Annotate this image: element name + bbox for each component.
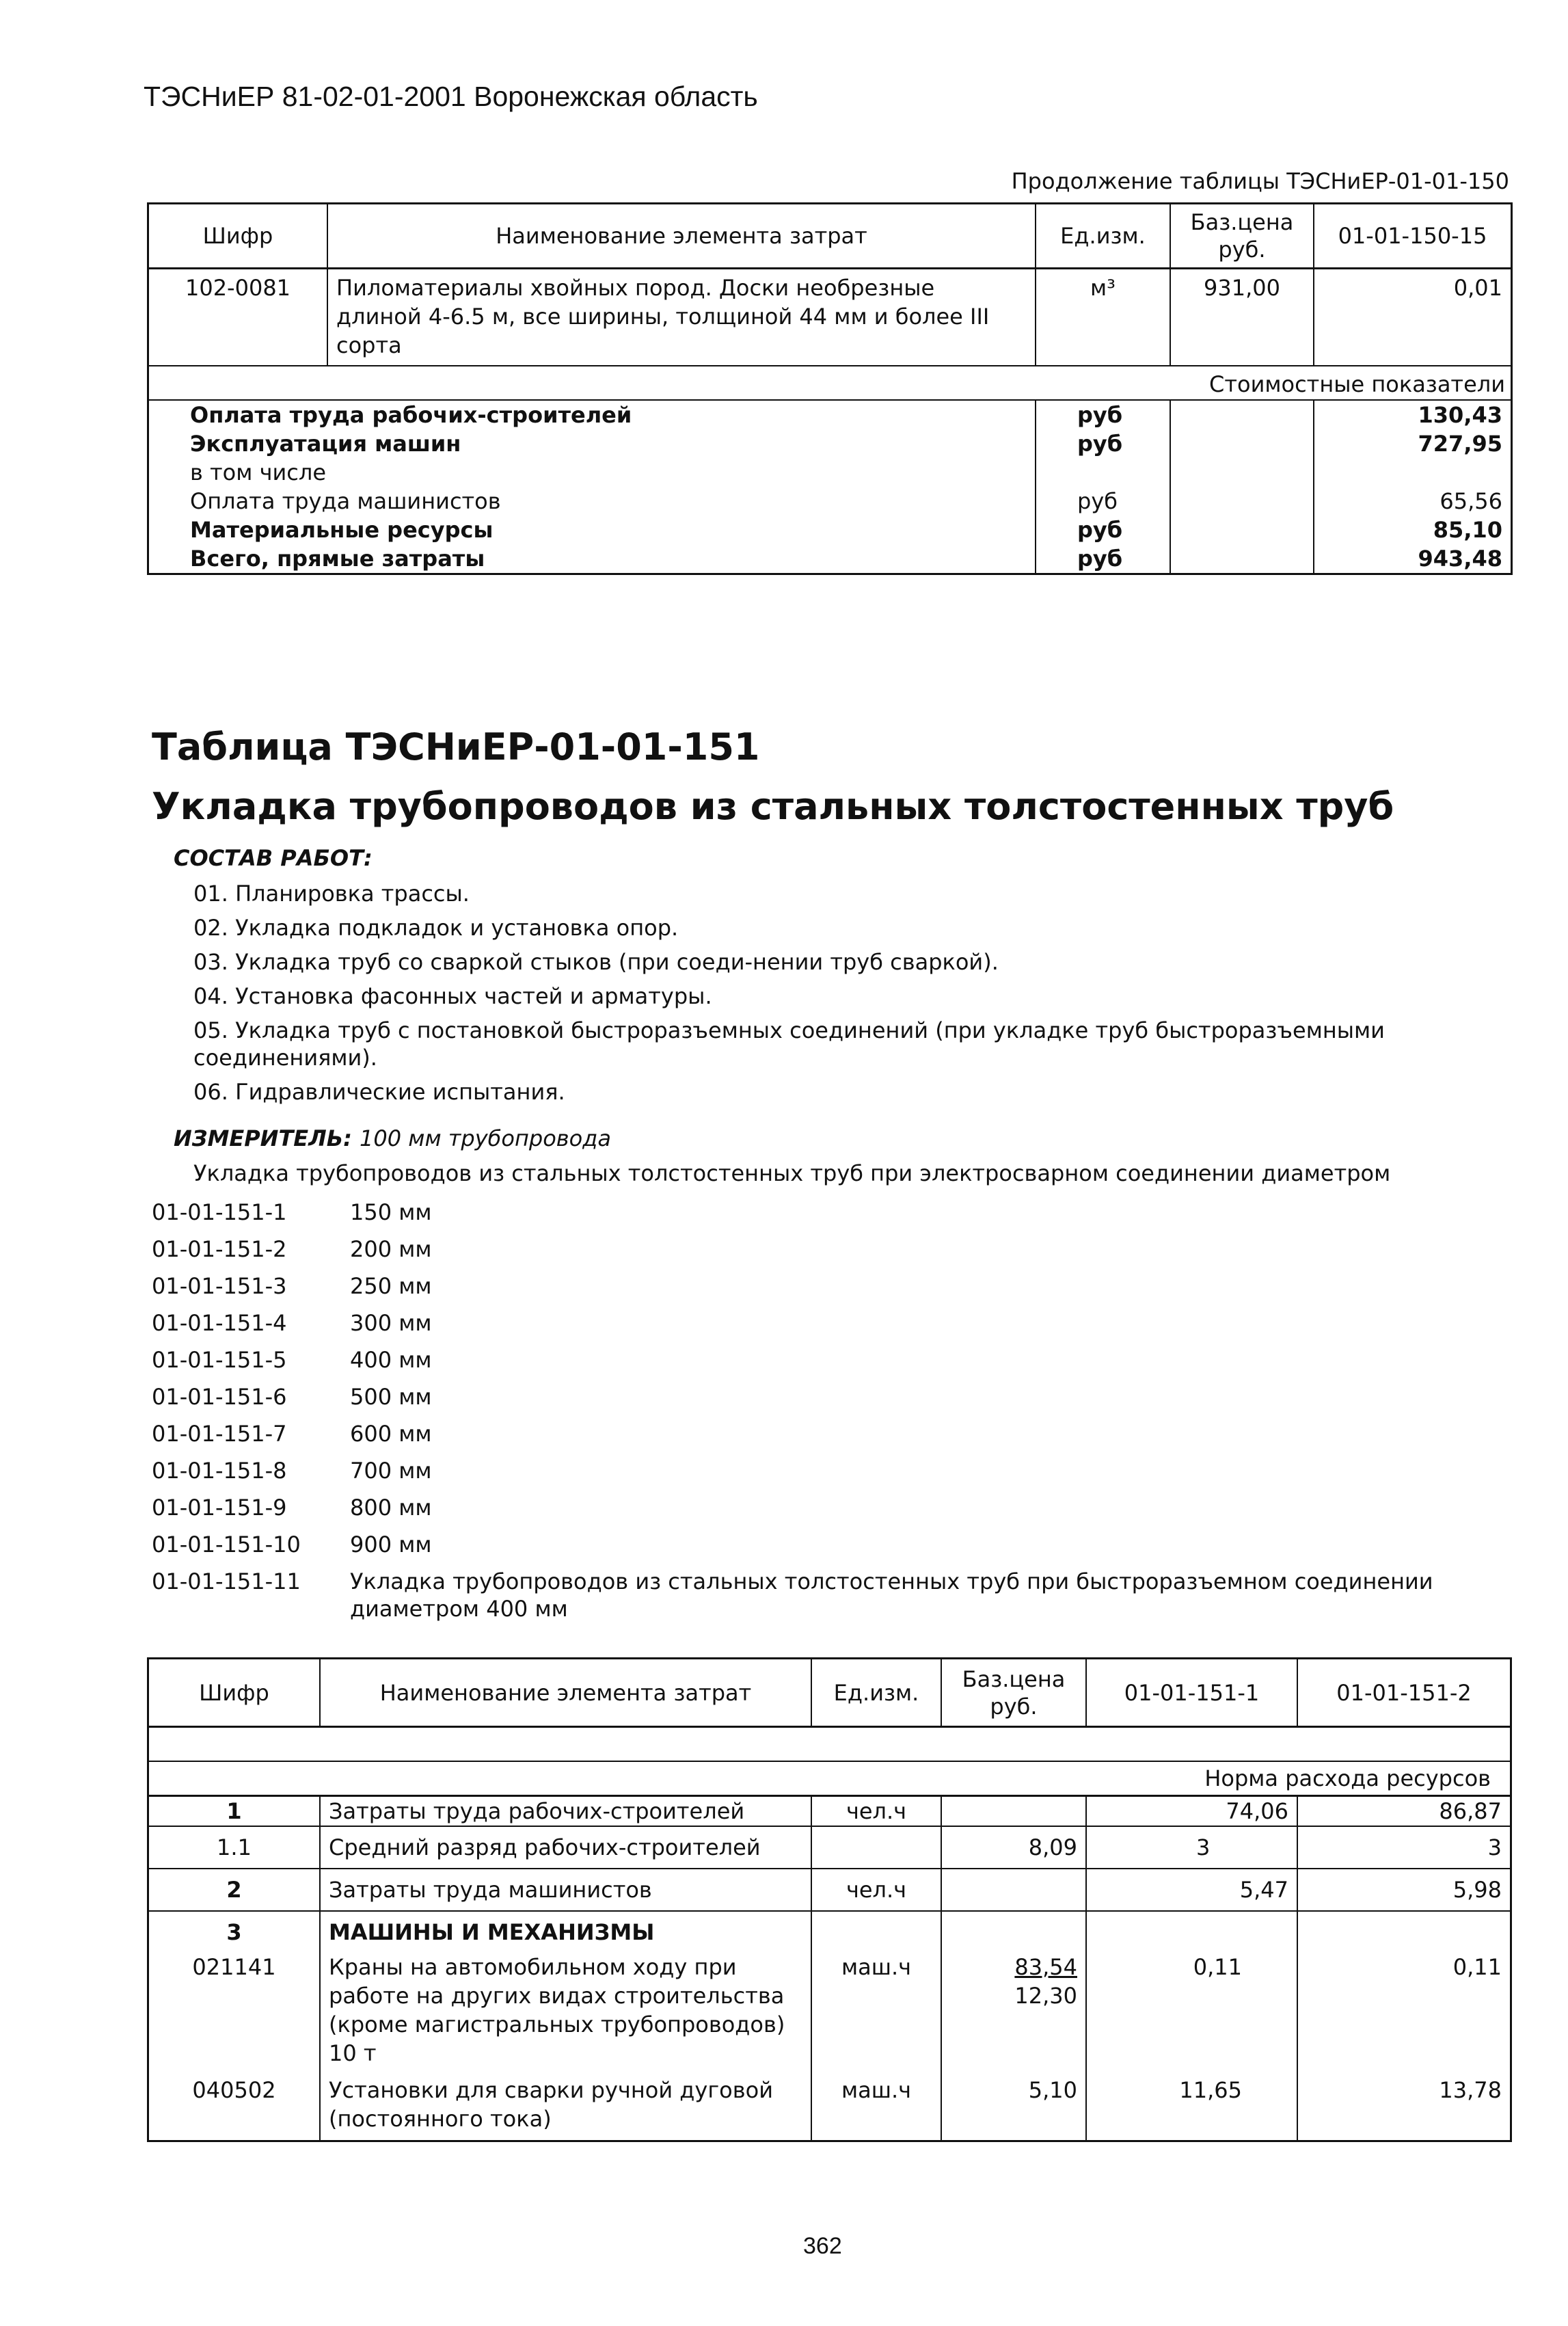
resource-table-150 bbox=[147, 202, 1513, 575]
cost-row-price bbox=[1171, 401, 1314, 429]
norm-code: 01-01-151-7 bbox=[152, 1421, 287, 1447]
row-unit: чел.ч bbox=[812, 1797, 942, 1827]
norm-code: 01-01-151-2 bbox=[152, 1236, 287, 1262]
row-norm-2: 13,78 bbox=[1439, 2077, 1502, 2103]
measure-value: 100 мм трубопровода bbox=[360, 1125, 611, 1151]
column-header-name: Наименование элемента затрат bbox=[328, 204, 1036, 269]
row-code: 3 bbox=[149, 1912, 321, 1953]
norm-code: 01-01-151-9 bbox=[152, 1495, 287, 1521]
list-item: 03. Укладка труб со сваркой стыков (при соеди-нении труб сваркой). bbox=[193, 949, 999, 975]
works-list bbox=[193, 880, 1526, 1112]
row-norm-1: 74,06 bbox=[1087, 1797, 1298, 1827]
column-header-code: Шифр bbox=[149, 1659, 321, 1728]
row-norm-1: 0,11 bbox=[1087, 1953, 1298, 2076]
norm-code: 01-01-151-11 bbox=[152, 1568, 301, 1594]
norm-description: 600 мм bbox=[350, 1421, 432, 1447]
row-norm-2: 5,98 bbox=[1298, 1869, 1510, 1912]
row-price: 5,10 bbox=[942, 2076, 1087, 2140]
row-unit: маш.ч bbox=[812, 1953, 942, 2076]
row-name: МАШИНЫ И МЕХАНИЗМЫ bbox=[321, 1912, 812, 1953]
code-group-description: Укладка трубопроводов из стальных толстостенных труб при электросварном соединении диаметром bbox=[193, 1160, 1391, 1186]
row-code: 021141 bbox=[149, 1953, 321, 2076]
row-norm-2 bbox=[1298, 1912, 1510, 1953]
norm-code: 01-01-151-5 bbox=[152, 1347, 287, 1373]
list-item: 06. Гидравлические испытания. bbox=[193, 1079, 565, 1105]
cost-row-value: 65,56 bbox=[1439, 488, 1502, 514]
norm-description: 900 мм bbox=[350, 1532, 432, 1558]
list-item bbox=[152, 1494, 1526, 1521]
row-price-cell bbox=[942, 1953, 1087, 2076]
row-code: 1.1 bbox=[149, 1827, 321, 1869]
list-item bbox=[152, 1309, 1526, 1337]
row-name: Краны на автомобильном ходу при работе на других видах строительства (кроме магистральных трубопроводов) 10 т bbox=[321, 1953, 812, 2076]
page-number: 362 bbox=[803, 2233, 842, 2259]
row-code: 2 bbox=[149, 1869, 321, 1912]
list-item bbox=[152, 1568, 1526, 1622]
row-name: Затраты труда рабочих-строителей bbox=[321, 1797, 812, 1827]
column-header-base-price: Баз.цена руб. bbox=[942, 1659, 1087, 1728]
cost-row-value: 943,48 bbox=[1418, 546, 1502, 572]
cost-row-price bbox=[1171, 487, 1314, 516]
cost-indicators-header: Стоимостные показатели bbox=[1209, 371, 1505, 397]
row-price bbox=[942, 1912, 1087, 1953]
column-header-name: Наименование элемента затрат bbox=[321, 1659, 812, 1728]
cost-row-price bbox=[1171, 458, 1314, 487]
norm-description: 500 мм bbox=[350, 1384, 432, 1410]
norm-description: 800 мм bbox=[350, 1495, 432, 1521]
norm-header: Норма расхода ресурсов bbox=[149, 1761, 1510, 1797]
cost-row-price bbox=[1171, 516, 1314, 544]
cost-row-name: Материальные ресурсы bbox=[149, 516, 1036, 544]
cost-row-name: Всего, прямые затраты bbox=[149, 544, 1036, 573]
list-item bbox=[152, 1346, 1526, 1374]
list-item bbox=[152, 1235, 1526, 1263]
cost-row-price bbox=[1171, 429, 1314, 458]
column-header-norm-2: 01-01-151-2 bbox=[1298, 1659, 1510, 1728]
material-name: Пиломатериалы хвойных пород. Доски необрезные длиной 4-6.5 м, все ширины, толщиной 44 мм и более III сорта bbox=[328, 269, 1036, 365]
norm-code: 01-01-151-4 bbox=[152, 1310, 287, 1336]
column-header-code: Шифр bbox=[149, 204, 328, 269]
row-unit bbox=[812, 1827, 942, 1869]
norm-description: 200 мм bbox=[350, 1236, 432, 1262]
cost-row-unit: руб bbox=[1036, 516, 1171, 544]
code-list bbox=[152, 1199, 1526, 1632]
cost-row-name: в том числе bbox=[149, 458, 1036, 487]
document-header: ТЭСНиЕР 81-02-01-2001 Воронежская область bbox=[144, 81, 758, 112]
row-price bbox=[942, 1797, 1087, 1827]
list-item: 02. Укладка подкладок и установка опор. bbox=[193, 915, 679, 941]
norm-code: 01-01-151-1 bbox=[152, 1199, 287, 1225]
list-item bbox=[152, 1383, 1526, 1411]
norm-description: Укладка трубопроводов из стальных толстостенных труб при быстроразъемном соединении диаметром 400 мм bbox=[350, 1568, 1433, 1622]
cost-row-value: 727,95 bbox=[1418, 431, 1502, 457]
cost-row-unit: руб bbox=[1036, 401, 1171, 429]
measure-label: ИЗМЕРИТЕЛЬ: bbox=[174, 1125, 352, 1151]
list-item: 05. Укладка труб с постановкой быстроразъемных соединений (при укладке труб быстроразъемными соединениями). bbox=[193, 1017, 1385, 1071]
column-header-norm-1: 01-01-151-1 bbox=[1087, 1659, 1298, 1728]
row-price: 8,09 bbox=[942, 1827, 1087, 1869]
column-header-norm-code: 01-01-150-15 bbox=[1314, 204, 1511, 269]
cost-row-name: Оплата труда машинистов bbox=[149, 487, 1036, 516]
table-title: Таблица ТЭСНиЕР-01-01-151 bbox=[152, 725, 760, 768]
list-item: 01. Планировка трассы. bbox=[193, 881, 470, 907]
list-item: 04. Установка фасонных частей и арматуры. bbox=[193, 983, 712, 1009]
norm-description: 700 мм bbox=[350, 1458, 432, 1484]
cost-row-unit: руб bbox=[1036, 487, 1171, 516]
continuation-caption: Продолжение таблицы ТЭСНиЕР-01-01-150 bbox=[1011, 168, 1509, 194]
column-header-unit: Ед.изм. bbox=[812, 1659, 942, 1728]
row-norm-1: 5,47 bbox=[1087, 1869, 1298, 1912]
cost-row-value: 130,43 bbox=[1418, 402, 1502, 428]
row-norm-1: 3 bbox=[1087, 1827, 1298, 1869]
cost-row-unit: руб bbox=[1036, 429, 1171, 458]
list-item bbox=[152, 1457, 1526, 1484]
list-item bbox=[152, 1199, 1526, 1226]
norm-code: 01-01-151-8 bbox=[152, 1458, 287, 1484]
row-norm-2: 3 bbox=[1298, 1827, 1510, 1869]
norm-code: 01-01-151-3 bbox=[152, 1273, 287, 1299]
resource-table-151 bbox=[147, 1657, 1512, 2142]
row-norm-2: 86,87 bbox=[1298, 1797, 1510, 1827]
cost-row-unit: руб bbox=[1036, 544, 1171, 573]
norm-description: 150 мм bbox=[350, 1199, 432, 1225]
material-unit: м³ bbox=[1036, 269, 1171, 365]
section-subtitle: Укладка трубопроводов из стальных толстостенных труб bbox=[152, 785, 1394, 828]
norm-description: 300 мм bbox=[350, 1310, 432, 1336]
row-unit: чел.ч bbox=[812, 1869, 942, 1912]
norm-description: 400 мм bbox=[350, 1347, 432, 1373]
cost-row-name: Эксплуатация машин bbox=[149, 429, 1036, 458]
row-code: 1 bbox=[149, 1797, 321, 1827]
measure-line bbox=[174, 1125, 611, 1151]
row-price-secondary: 12,30 bbox=[1014, 1983, 1077, 2009]
row-price bbox=[942, 1869, 1087, 1912]
row-name: Средний разряд рабочих-строителей bbox=[321, 1827, 812, 1869]
row-unit: маш.ч bbox=[812, 2076, 942, 2140]
row-price: 83,54 bbox=[1014, 1954, 1077, 1980]
row-code: 040502 bbox=[149, 2076, 321, 2140]
norm-code: 01-01-151-10 bbox=[152, 1532, 301, 1558]
cost-row-value: 85,10 bbox=[1433, 517, 1502, 543]
material-norm-value: 0,01 bbox=[1453, 275, 1502, 301]
material-code: 102-0081 bbox=[149, 269, 328, 365]
row-name: Установки для сварки ручной дуговой (постоянного тока) bbox=[321, 2076, 812, 2140]
list-item bbox=[152, 1531, 1526, 1558]
row-norm-2: 0,11 bbox=[1452, 1954, 1502, 1980]
list-item bbox=[152, 1420, 1526, 1447]
cost-row-price bbox=[1171, 544, 1314, 573]
norm-description: 250 мм bbox=[350, 1273, 432, 1299]
material-base-price: 931,00 bbox=[1171, 269, 1314, 365]
row-norm-1: 11,65 bbox=[1087, 2076, 1298, 2140]
row-name: Затраты труда машинистов bbox=[321, 1869, 812, 1912]
cost-row-name: Оплата труда рабочих-строителей bbox=[149, 401, 1036, 429]
works-label: СОСТАВ РАБОТ: bbox=[174, 845, 373, 871]
norm-code: 01-01-151-6 bbox=[152, 1384, 287, 1410]
row-unit bbox=[812, 1912, 942, 1953]
cost-row-unit bbox=[1036, 458, 1171, 487]
cost-row-value bbox=[1314, 458, 1511, 487]
list-item bbox=[152, 1272, 1526, 1300]
column-header-unit: Ед.изм. bbox=[1036, 204, 1171, 269]
row-norm-1 bbox=[1087, 1912, 1298, 1953]
column-header-base-price: Баз.цена руб. bbox=[1171, 204, 1314, 269]
